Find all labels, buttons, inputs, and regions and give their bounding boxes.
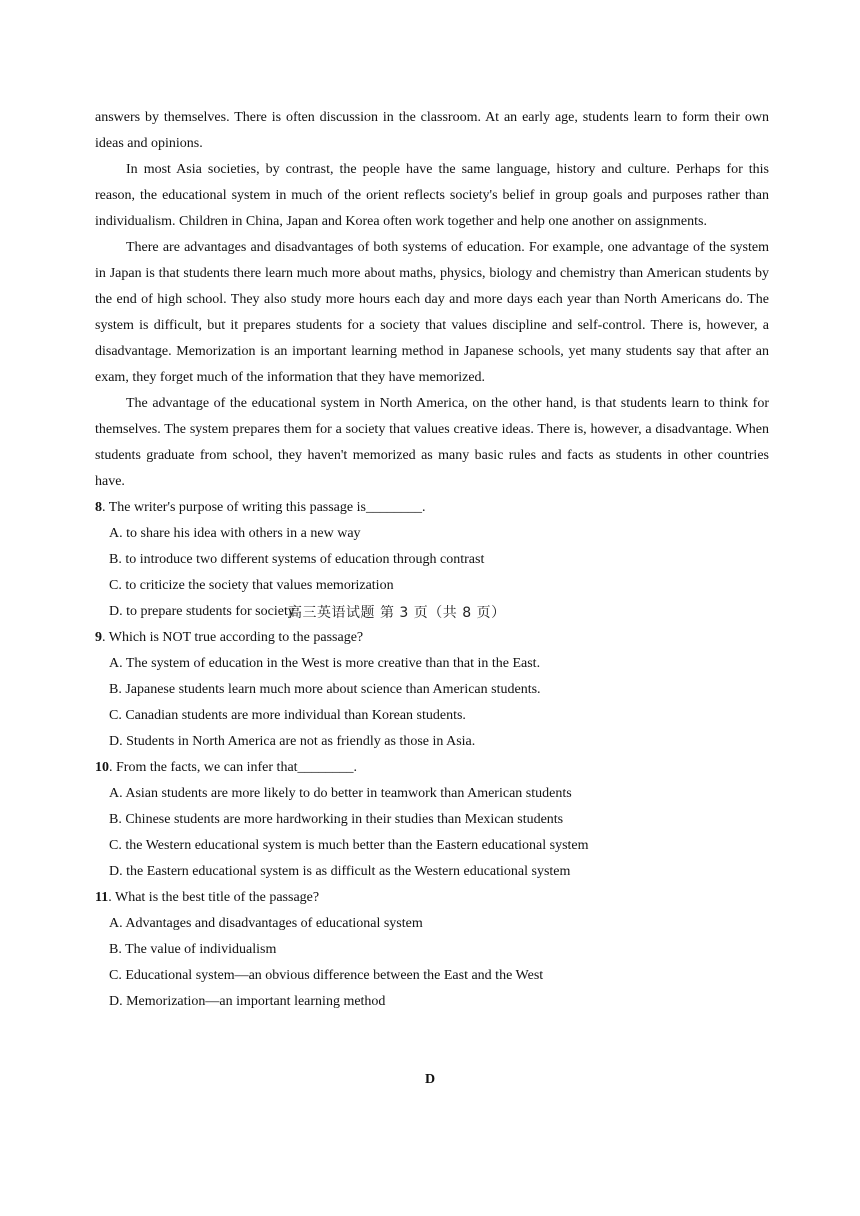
passage-paragraph-4: The advantage of the educational system in North America, on the other hand, is that students learn to think for themselves. The system prepares them for a society that values creative ideas. There is, however, a disadvantage. When students graduate from school, they haven't memorized as many basic rules and facts as students in other countries have. xyxy=(95,396,769,489)
question-number: 11 xyxy=(95,890,109,905)
question-number: 9 xyxy=(95,630,102,645)
passage-paragraph-2: In most Asia societies, by contrast, the people have the same language, history and culture. Perhaps for this reason, the educational system in much of the orient reflects society's belief in group goals and purposes rather than individualism. Children in China, Japan and Korea often work together and help one another on assignments. xyxy=(95,162,769,229)
option-a: A. Advantages and disadvantages of educational system xyxy=(109,916,423,931)
option-d: D. the Eastern educational system is as difficult as the Western educational system xyxy=(109,864,571,879)
question-number: 10 xyxy=(95,760,109,775)
question-text: . From the facts, we can infer that________. xyxy=(109,760,358,775)
question-11 xyxy=(95,885,769,1015)
question-10 xyxy=(95,755,769,885)
option-d: D. to prepare students for society xyxy=(109,604,295,619)
passage-paragraph-1: answers by themselves. There is often discussion in the classroom. At an early age, students learn to form their own ideas and opinions. xyxy=(95,110,769,151)
question-text: . Which is NOT true according to the passage? xyxy=(102,630,364,645)
question-number: 8 xyxy=(95,500,102,515)
option-c: C. Educational system—an obvious difference between the East and the West xyxy=(109,968,544,983)
option-b: B. to introduce two different systems of education through contrast xyxy=(109,552,485,567)
option-a: A. The system of education in the West is more creative than that in the East. xyxy=(109,656,541,671)
page-footer: 高三英语试题 第 3 页（共 8 页） xyxy=(288,605,506,621)
option-a: A. to share his idea with others in a new way xyxy=(109,526,361,541)
option-b: B. Chinese students are more hardworking in their studies than Mexican students xyxy=(109,812,564,827)
option-c: C. to criticize the society that values memorization xyxy=(109,578,394,593)
option-b: B. The value of individualism xyxy=(109,942,277,957)
question-text: . The writer's purpose of writing this passage is________. xyxy=(102,500,426,515)
question-9 xyxy=(95,625,769,755)
section-letter: D xyxy=(424,1072,436,1087)
option-d: D. Students in North America are not as friendly as those in Asia. xyxy=(109,734,476,749)
option-d: D. Memorization—an important learning method xyxy=(109,994,386,1009)
option-c: C. the Western educational system is much better than the Eastern educational system xyxy=(109,838,589,853)
option-b: B. Japanese students learn much more about science than American students. xyxy=(109,682,541,697)
option-c: C. Canadian students are more individual than Korean students. xyxy=(109,708,466,723)
passage-content xyxy=(95,105,769,1015)
option-a: A. Asian students are more likely to do better in teamwork than American students xyxy=(109,786,572,801)
passage-paragraph-3: There are advantages and disadvantages of both systems of education. For example, one advantage of the system in Japan is that students there learn much more about maths, physics, biology and chemistry than American students by the end of high school. They also study more hours each day and more days each year than North Americans do. The system is difficult, but it prepares students for a society that values discipline and self-control. There is, however, a disadvantage. Memorization is an important learning method in Japanese schools, yet many students say that after an exam, they forget much of the information that they have memorized. xyxy=(95,240,769,385)
question-text: . What is the best title of the passage? xyxy=(108,890,320,905)
